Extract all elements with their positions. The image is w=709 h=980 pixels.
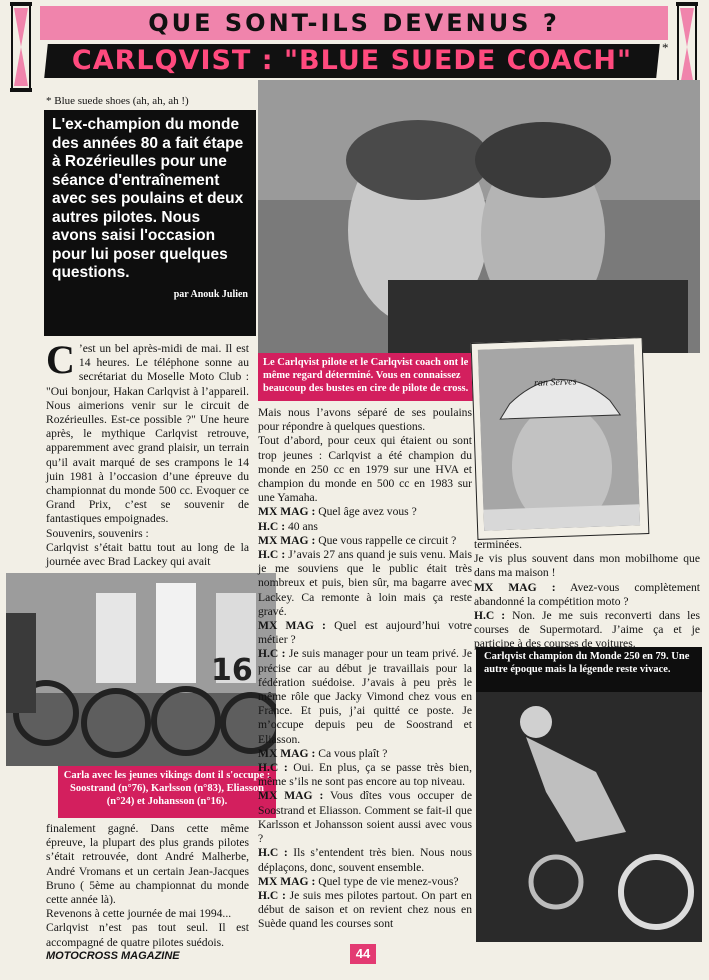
question-text: Ca vous plaît ?	[315, 746, 388, 760]
answer-label: H.C :	[258, 519, 286, 533]
question-text: Quel type de vie menez-vous?	[315, 874, 459, 888]
column-1-top	[46, 337, 249, 569]
col2-paragraph: Tout d’abord, pour ceux qui étaient ou sont trop jeunes : Carlqvist a été champion du monde en 250 cc en 1979 sur une HVA et champion du monde en 500 cc en 1983 sur une Yamaha.	[258, 434, 472, 505]
main-photo	[258, 80, 700, 353]
col3-paragraph: terminées.	[474, 538, 522, 551]
col1-paragraph: finalement gagné. Dans cette même épreuve, la plupart des plus grands pilotes s’était retrouvée, dont André Malherbe, André Vromans et un certain Jean-Jacques Bruno ( 5ème au championnat du monde cette année là).	[46, 822, 249, 907]
answer-label: H.C :	[258, 548, 286, 562]
answer-text: Je suis mes pilotes partout. On part en début de saison et on revient chez nous en Suède quand les courses sont	[258, 888, 472, 931]
portrait-illustration	[258, 80, 700, 353]
article-title: CARLQVIST : "BLUE SUEDE COACH"	[71, 45, 633, 76]
race-illustration	[476, 692, 702, 942]
main-photo-caption: Le Carlqvist pilote et le Carlqvist coach ont le même regard déterminé. Vous en connaissez beaucoup des bustes en cire de pilote de cross.	[258, 353, 486, 401]
col1-paragraph: Souvenirs, souvenirs :	[46, 526, 149, 540]
portrait-frame	[471, 337, 650, 540]
hourglass-icon	[676, 2, 698, 92]
question-label: MX MAG :	[258, 533, 316, 547]
question-text: Que vous rappelle ce circuit ?	[315, 533, 457, 547]
column-3	[474, 538, 700, 652]
page-number: 44	[350, 944, 376, 964]
answer-text: J’avais 27 ans quand je suis venu. Mais je me souviens que le public était très nombreux et puis, bien sûr, ma bagarre avec Lackey. Ca remonte à loin mais ça reste gravé.	[258, 548, 472, 618]
answer-label: H.C :	[258, 888, 286, 902]
col1-paragraph: Carlqvist n’est pas tout seul. Il est accompagné de quatre pilotes suédois.	[46, 921, 249, 949]
question-label: MX MAG :	[474, 580, 556, 594]
question-label: MX MAG :	[258, 505, 316, 519]
intro-text: L'ex-champion du monde des années 80 a fait étape à Rozérieulles pour une séance d'entraînement avec ses poulains et deux autres pilotes. Nous avons saisi l'occasion pour lui poser quelques questions.	[52, 116, 244, 281]
question-label: MX MAG :	[258, 789, 324, 803]
section-title: QUE SONT-ILS DEVENUS ?	[148, 9, 560, 37]
col1-paragraph: ’est un bel après-midi de mai. Il est 14 heures. Le téléphone sonne au secrétariat du Moselle Moto Club : "Oui bonjour, Hakan Carlqvist à l’appareil. Nous aimerions venir sur le circuit de Rozérieulles. Est-ce possible ?" Une heure après, le mythique Carlqvist retrouve, apparemment avec grand plaisir, un terrain qu’il avait marqué de ses crampons le 14 juin 1981 à l’occasion d’une épreuve du championnat du monde 500 cc. Evoquer ce Grand Prix, c’est se souvenir de fantastiques empoignades.	[46, 342, 249, 526]
column-1-bottom	[46, 822, 249, 950]
col2-paragraph: Mais nous l’avons séparé de ses poulains pour répondre à quelques questions.	[258, 406, 472, 434]
hourglass-icon	[10, 2, 32, 92]
answer-label: H.C :	[258, 846, 288, 860]
magazine-name: MOTOCROSS MAGAZINE	[46, 950, 180, 962]
question-text: Avez-vous complètement abandonné la compétition moto ?	[474, 580, 700, 608]
question-text: Quel est aujourd’hui votre métier ?	[258, 619, 473, 647]
question-label: MX MAG :	[258, 874, 316, 888]
byline: par Anouk Julien	[173, 288, 248, 300]
answer-text: 40 ans	[285, 519, 318, 533]
race-photo	[476, 647, 702, 942]
footnote: * Blue suede shoes (ah, ah, ah !)	[46, 95, 189, 107]
answer-text: Je suis manager pour un team privé. Je précise car au début je travaillais pour la fédération suédoise. J’avais à peu près le même rôle que Jacky Vimond chez vous en France. Et puis, j’ai quitté ce poste. Je m’occupe depuis peu de Soostrand et Eliasson.	[258, 647, 472, 746]
question-label: MX MAG :	[258, 746, 316, 760]
col3-paragraph: Je vis plus souvent dans mon mobilhome que dans ma maison !	[474, 552, 700, 580]
col1-paragraph: Carlqvist s’était battu tout au long de la journée avec Brad Lackey qui avait	[46, 540, 249, 569]
answer-text: Non. Je me suis reconverti dans les courses de Supermotard. J’aime ça et je participe à des courses de voitures.	[474, 609, 700, 651]
dropcap: C	[46, 337, 75, 382]
answer-label: H.C :	[258, 647, 286, 661]
answer-text: Oui. En plus, ça se passe très bien, même s’ils ne sont pas encore au top niveau.	[258, 761, 472, 789]
col1-paragraph: Revenons à cette journée de mai 1994...	[46, 907, 232, 921]
intro-box	[44, 110, 256, 336]
cap-text: ran Serves	[533, 376, 577, 389]
group-photo	[6, 573, 276, 766]
column-2	[258, 406, 472, 932]
cap-photo	[478, 344, 640, 530]
bike-number: 16	[211, 653, 253, 688]
answer-label: H.C :	[258, 761, 288, 775]
question-label: MX MAG :	[258, 619, 326, 633]
answer-label: H.C :	[474, 609, 506, 623]
race-photo-caption: Carlqvist champion du Monde 250 en 79. Une autre époque mais la légende reste vivace.	[484, 651, 690, 675]
answer-text: Ils s’entendent très bien. Nous nous déplaçons, donc, souvent ensemble.	[258, 846, 472, 874]
title-asterisk: *	[662, 40, 669, 55]
question-text: Vous dîtes vous occuper de Soostrand et Eliasson. Comment se fait-il que Karlsson et Johansson soient aussi avec vous ?	[258, 789, 472, 846]
group-photo-caption: Carla avec les jeunes vikings dont il s'occupe : Soostrand (n°76), Karlsson (n°83), Eliasson (n°24) et Johansson (n°16).	[58, 766, 276, 818]
cap-illustration	[478, 344, 640, 530]
question-text: Quel âge avez vous ?	[315, 505, 417, 519]
